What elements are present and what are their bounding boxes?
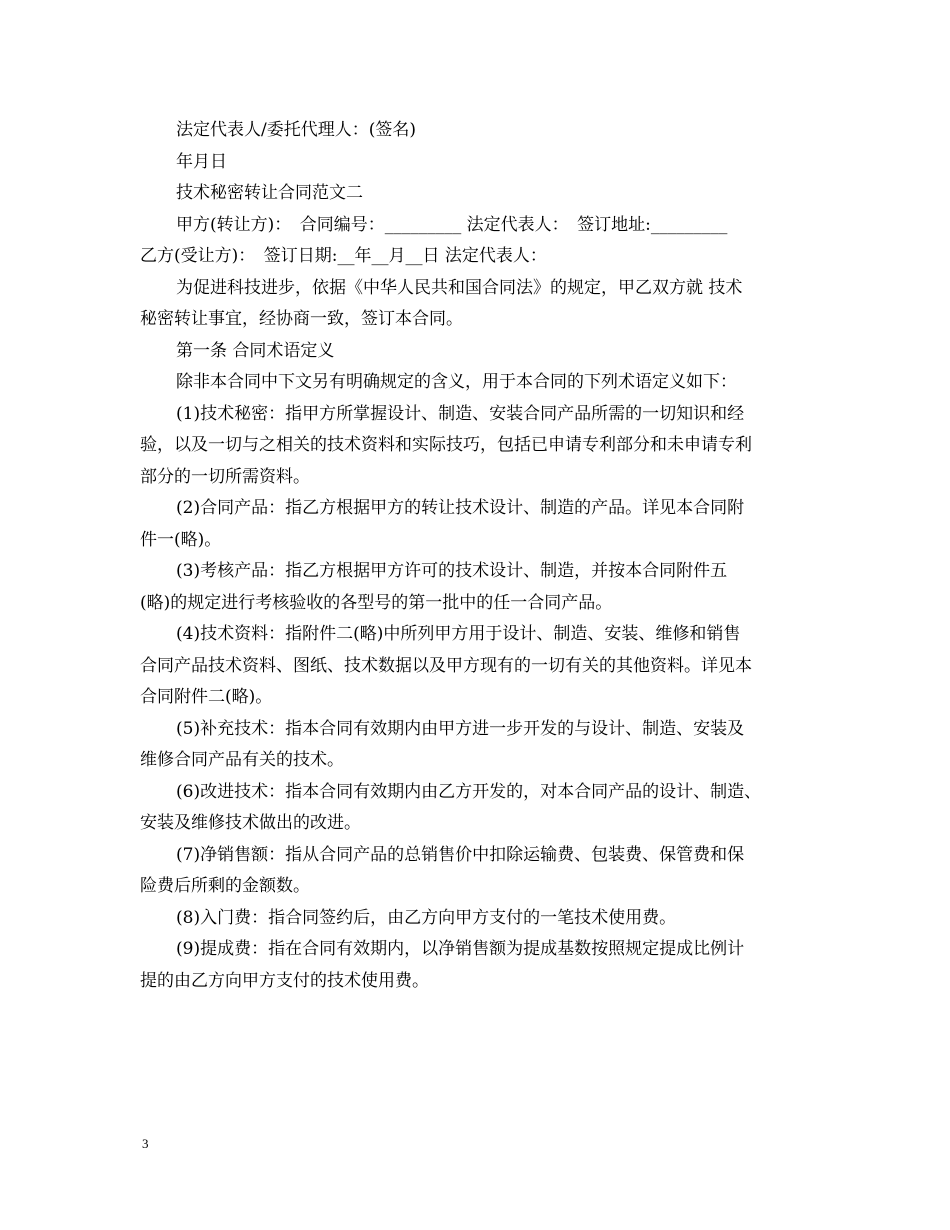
- text-line: (5)补充技术：指本合同有效期内由甲方进一步开发的与设计、制造、安装及: [176, 718, 745, 739]
- text-line: (7)净销售额：指从合同产品的总销售价中扣除运输费、包装费、保管费和保: [176, 844, 745, 865]
- text-line: 验，以及一切与之相关的技术资料和实际技巧，包括已申请专利部分和未申请专利: [140, 435, 752, 455]
- text-line: 法定代表人/委托代理人：(签名): [176, 120, 416, 140]
- text-line: (3)考核产品：指乙方根据甲方许可的技术设计、制造，并按本合同附件五: [176, 561, 728, 581]
- text-line: (8)入门费：指合同签约后，由乙方向甲方支付的一笔技术使用费。: [176, 907, 677, 928]
- document-body: [140, 115, 830, 997]
- text-line: 为促进科技进步，依据《中华人民共和国合同法》的规定，甲乙双方就 技术: [176, 277, 743, 298]
- text-line: 乙方(受让方)： 签订日期:__年__月__日 法定代表人：: [140, 246, 547, 266]
- text-line: 险费后所剩的金额数。: [140, 876, 310, 896]
- text-line: (4)技术资料：指附件二(略)中所列甲方用于设计、制造、安装、维修和销售: [176, 624, 741, 644]
- text-line: 件一(略)。: [140, 529, 222, 550]
- text-line: 部分的一切所需资料。: [140, 466, 310, 487]
- text-line: 维修合同产品有关的技术。: [140, 750, 344, 770]
- text-line: 甲方(转让方)： 合同编号：_________ 法定代表人： 签订地址:_________: [176, 214, 728, 235]
- text-line: 年月日: [176, 151, 227, 172]
- text-line: 合同产品技术资料、图纸、技术数据以及甲方现有的一切有关的其他资料。详见本: [140, 655, 752, 676]
- page-number: 3: [142, 1136, 149, 1151]
- text-line: (2)合同产品：指乙方根据甲方的转让技术设计、制造的产品。详见本合同附: [176, 498, 745, 518]
- text-line: 除非本合同中下文另有明确规定的含义，用于本合同的下列术语定义如下：: [176, 372, 737, 392]
- text-line: 第一条 合同术语定义: [176, 340, 335, 361]
- text-line: 提的由乙方向甲方支付的技术使用费。: [140, 970, 429, 991]
- text-line: (1)技术秘密：指甲方所掌握设计、制造、安装合同产品所需的一切知识和经: [176, 403, 745, 424]
- text-line: 合同附件二(略)。: [140, 687, 273, 707]
- text-line: (9)提成费：指在合同有效期内，以净销售额为提成基数按照规定提成比例计: [176, 939, 745, 959]
- text-line: 秘密转让事宜，经协商一致，签订本合同。: [140, 309, 463, 329]
- text-line: (6)改进技术：指本合同有效期内由乙方开发的，对本合同产品的设计、制造、: [176, 781, 762, 802]
- text-line: 安装及维修技术做出的改进。: [140, 813, 361, 833]
- text-line: 技术秘密转让合同范文二: [176, 183, 363, 203]
- text-line: (略)的规定进行考核验收的各型号的第一批中的任一合同产品。: [140, 592, 613, 613]
